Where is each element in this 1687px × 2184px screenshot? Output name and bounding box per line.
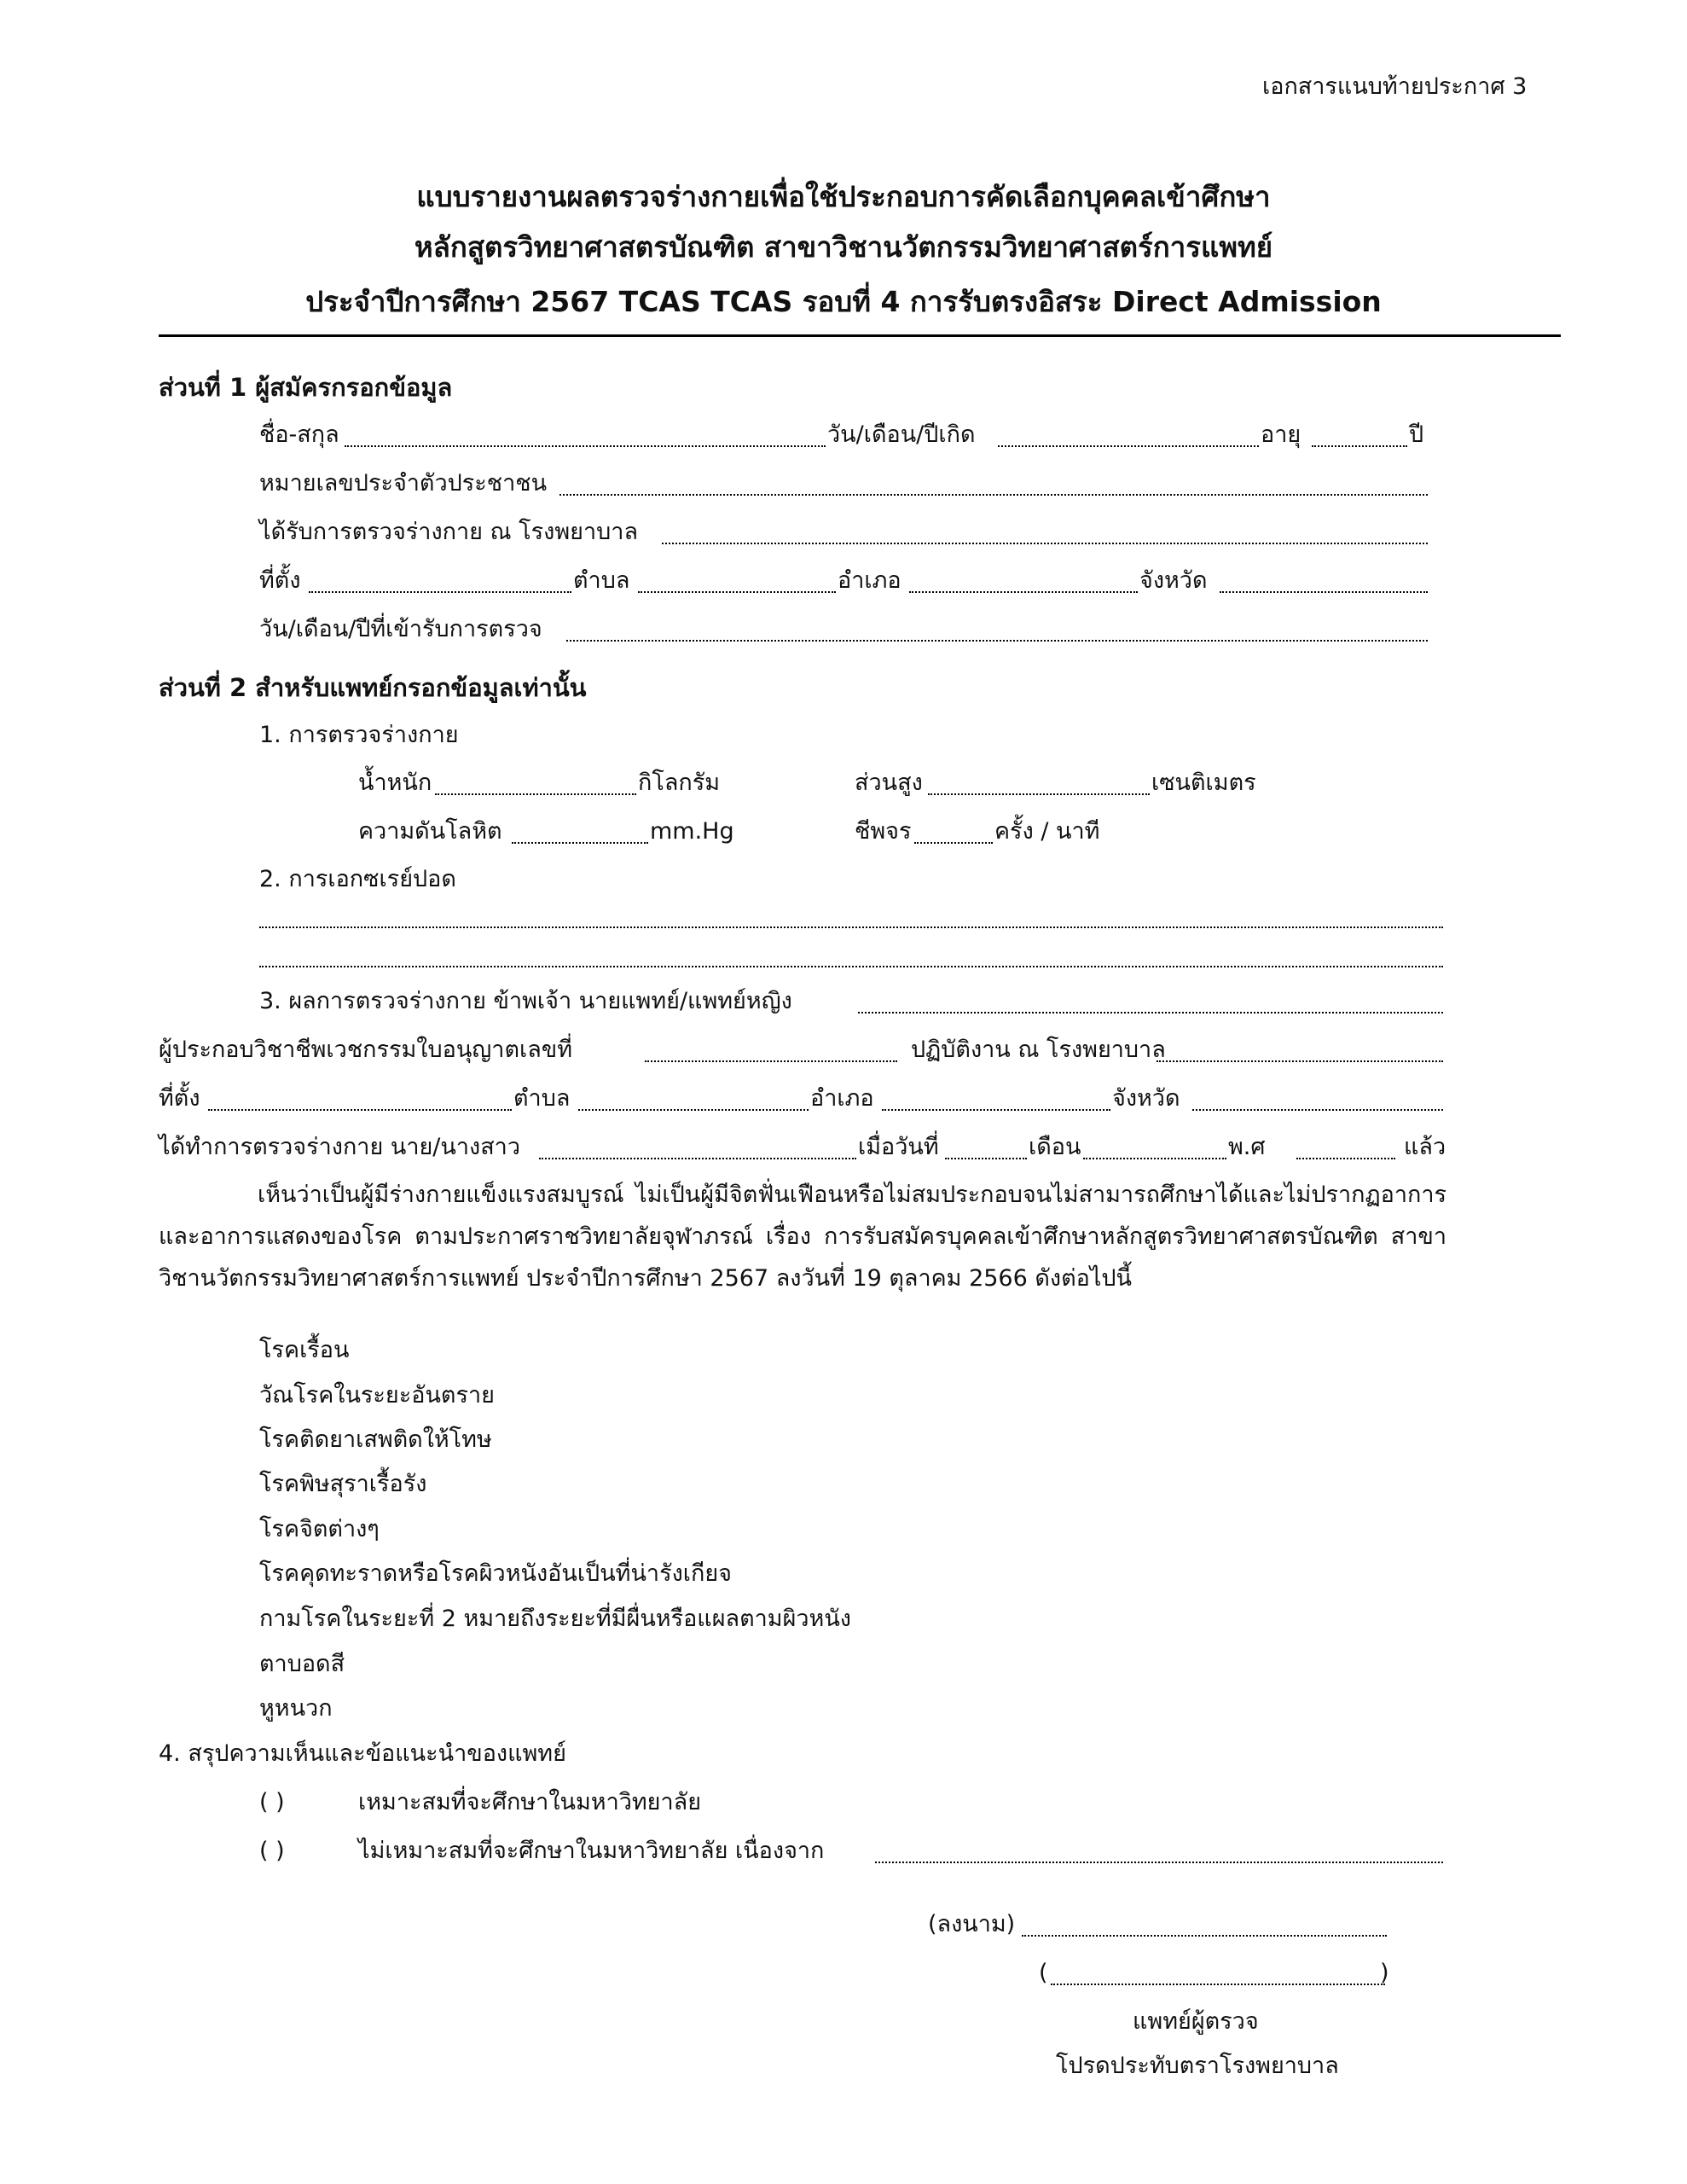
suitable-checkbox[interactable]: ( ): [259, 1789, 285, 1815]
part1-heading: ส่วนที่ 1 ผู้สมัครกรอกข้อมูล: [159, 373, 453, 402]
unsuitable-reason-field[interactable]: [875, 1862, 1443, 1863]
signature-field[interactable]: [1022, 1935, 1387, 1937]
part2-heading: ส่วนที่ 2 สำหรับแพทย์กรอกข้อมูลเท่านั้น: [159, 673, 587, 702]
age-field[interactable]: [1312, 445, 1407, 447]
height-unit: เซนติเมตร: [1151, 770, 1256, 796]
exam-date-label: วัน/เดือน/ปีที่เข้ารับการตรวจ: [259, 616, 542, 642]
id-number-label: หมายเลขประจำตัวประชาชน: [259, 470, 548, 497]
form-title-line-3: ประจำปีการศึกษา 2567 TCAS TCAS รอบที่ 4 การรับตรงอิสระ Direct Admission: [305, 285, 1382, 318]
form-title-line-1: แบบรายงานผลตรวจร่างกายเพื่อใช้ประกอบการคัดเลือกบุคคลเข้าศึกษา: [416, 180, 1271, 213]
physical-exam-title: 1. การตรวจร่างกาย: [259, 722, 459, 748]
name-close-paren: ): [1380, 1960, 1389, 1986]
doctor-province-label: จังหวัด: [1112, 1085, 1180, 1112]
certification-text: เห็นว่าเป็นผู้มีร่างกายแข็งแรงสมบูรณ์ ไม่เป็นผู้มีจิตฟั่นเฟือนหรือไม่สมประกอบจนไม่สามารถศึกษาได้และไม่ปรากฏอาการและอาการแสดงของโรค ตามประกาศราชวิทยาลัยจุฬาภรณ์ เรื่อง การรับสมัครบุคคลเข้าศึกษาหลักสูตรวิทยาศาสตรบัณฑิต สาขาวิชานวัตกรรมวิทยาศาสตร์การแพทย์ ประจำปีการศึกษา 2567 ลงวันที่ 19 ตุลาคม 2566 ดังต่อไปนี้: [159, 1182, 1446, 1292]
signature-label: (ลงนาม): [928, 1911, 1016, 1937]
name-field[interactable]: [345, 445, 826, 447]
doctor-district-label: อำเภอ: [810, 1085, 874, 1112]
exam-day-label: เมื่อวันที่: [858, 1134, 939, 1160]
doctor-province-field[interactable]: [1192, 1109, 1443, 1111]
height-field[interactable]: [928, 793, 1150, 795]
pulse-field[interactable]: [914, 842, 993, 844]
weight-field[interactable]: [435, 793, 636, 795]
doctor-location-label: ที่ตั้ง: [159, 1085, 200, 1112]
license-label: ผู้ประกอบวิชาชีพเวชกรรมใบอนุญาตเลขที่: [159, 1037, 573, 1063]
age-unit: ปี: [1409, 421, 1424, 448]
id-number-field[interactable]: [559, 494, 1428, 496]
exam-year-field[interactable]: [1296, 1158, 1395, 1159]
title-divider: [159, 334, 1561, 337]
chest-xray-line-2[interactable]: [259, 966, 1443, 967]
chest-xray-line-1[interactable]: [259, 926, 1443, 928]
province-label: จังหวัด: [1139, 567, 1208, 594]
exam-year-label: พ.ศ: [1228, 1134, 1266, 1160]
disease-item: ตาบอดสี: [259, 1651, 345, 1677]
doctor-name-field[interactable]: [858, 1012, 1443, 1014]
weight-unit: กิโลกรัม: [638, 770, 721, 796]
name-open-paren: (: [1039, 1960, 1048, 1986]
birthdate-field[interactable]: [998, 445, 1259, 447]
pulse-unit: ครั้ง / นาที: [994, 818, 1100, 845]
unsuitable-label: ไม่เหมาะสมที่จะศึกษาในมหาวิทยาลัย เนื่องจาก: [358, 1838, 825, 1864]
unsuitable-checkbox[interactable]: ( ): [259, 1838, 285, 1864]
disease-item: กามโรคในระยะที่ 2 หมายถึงระยะที่มีผื่นหรือแผลตามผิวหนัง: [259, 1606, 851, 1632]
disease-item: หูหนวก: [259, 1695, 333, 1722]
subdistrict-label: ตำบล: [573, 567, 630, 594]
exam-day-field[interactable]: [945, 1158, 1027, 1159]
work-hospital-label: ปฏิบัติงาน ณ โรงพยาบาล: [911, 1037, 1166, 1063]
location-field[interactable]: [309, 591, 571, 593]
disease-item: โรคจิตต่างๆ: [259, 1516, 380, 1542]
examined-person-label: ได้ทำการตรวจร่างกาย นาย/นางสาว: [159, 1134, 520, 1160]
suitable-label: เหมาะสมที่จะศึกษาในมหาวิทยาลัย: [358, 1789, 702, 1815]
exam-month-field[interactable]: [1083, 1158, 1226, 1159]
pulse-label: ชีพจร: [855, 818, 912, 845]
exam-month-label: เดือน: [1029, 1134, 1081, 1160]
birthdate-label: วัน/เดือน/ปีเกิด: [827, 421, 976, 448]
doctor-subdistrict-field[interactable]: [578, 1109, 809, 1111]
disease-item: โรคเรื้อน: [259, 1337, 350, 1363]
disease-item: โรคพิษสุราเรื้อรัง: [259, 1471, 427, 1497]
conclusion-title: 4. สรุปความเห็นและข้อแนะนำของแพทย์: [159, 1740, 566, 1767]
exam-date-field[interactable]: [566, 640, 1428, 642]
blood-pressure-field[interactable]: [512, 842, 648, 844]
height-label: ส่วนสูง: [855, 770, 923, 796]
province-field[interactable]: [1220, 591, 1428, 593]
disease-item: โรคคุดทะราดหรือโรคผิวหนังอันเป็นที่น่ารังเกียจ: [259, 1560, 732, 1587]
hospital-label: ได้รับการตรวจร่างกาย ณ โรงพยาบาล: [259, 519, 638, 545]
work-hospital-field[interactable]: [1157, 1060, 1443, 1062]
subdistrict-field[interactable]: [638, 591, 836, 593]
weight-label: น้ำหนัก: [358, 770, 432, 796]
disease-item: วัณโรคในระยะอันตราย: [259, 1382, 495, 1409]
blood-pressure-label: ความดันโลหิต: [358, 818, 502, 845]
chest-xray-title: 2. การเอกซเรย์ปอด: [259, 866, 456, 892]
form-title-line-2: หลักสูตรวิทยาศาสตรบัณฑิต สาขาวิชานวัตกรรมวิทยาศาสตร์การแพทย์: [414, 230, 1273, 264]
license-field[interactable]: [645, 1060, 897, 1062]
name-label: ชื่อ-สกุล: [259, 421, 339, 448]
doctor-subdistrict-label: ตำบล: [513, 1085, 571, 1112]
examining-doctor-label: แพทย์ผู้ตรวจ: [1133, 2008, 1259, 2035]
certification-paragraph: [159, 1174, 1446, 1299]
exam-result-title: 3. ผลการตรวจร่างกาย ข้าพเจ้า นายแพทย์/แพทย์หญิง: [259, 988, 792, 1014]
hospital-stamp-note: โปรดประทับตราโรงพยาบาล: [1056, 2053, 1339, 2079]
printed-name-field[interactable]: [1051, 1984, 1385, 1985]
age-label: อายุ: [1261, 421, 1301, 448]
district-label: อำเภอ: [838, 567, 901, 594]
examined-person-field[interactable]: [539, 1158, 856, 1159]
doctor-district-field[interactable]: [882, 1109, 1110, 1111]
attachment-note: เอกสารแนบท้ายประกาศ 3: [1262, 73, 1528, 100]
district-field[interactable]: [909, 591, 1138, 593]
hospital-field[interactable]: [662, 543, 1428, 544]
already-label: แล้ว: [1404, 1134, 1446, 1160]
doctor-location-field[interactable]: [208, 1109, 512, 1111]
disease-item: โรคติดยาเสพติดให้โทษ: [259, 1426, 492, 1453]
location-label: ที่ตั้ง: [259, 567, 301, 594]
blood-pressure-unit: mm.Hg: [650, 818, 734, 845]
